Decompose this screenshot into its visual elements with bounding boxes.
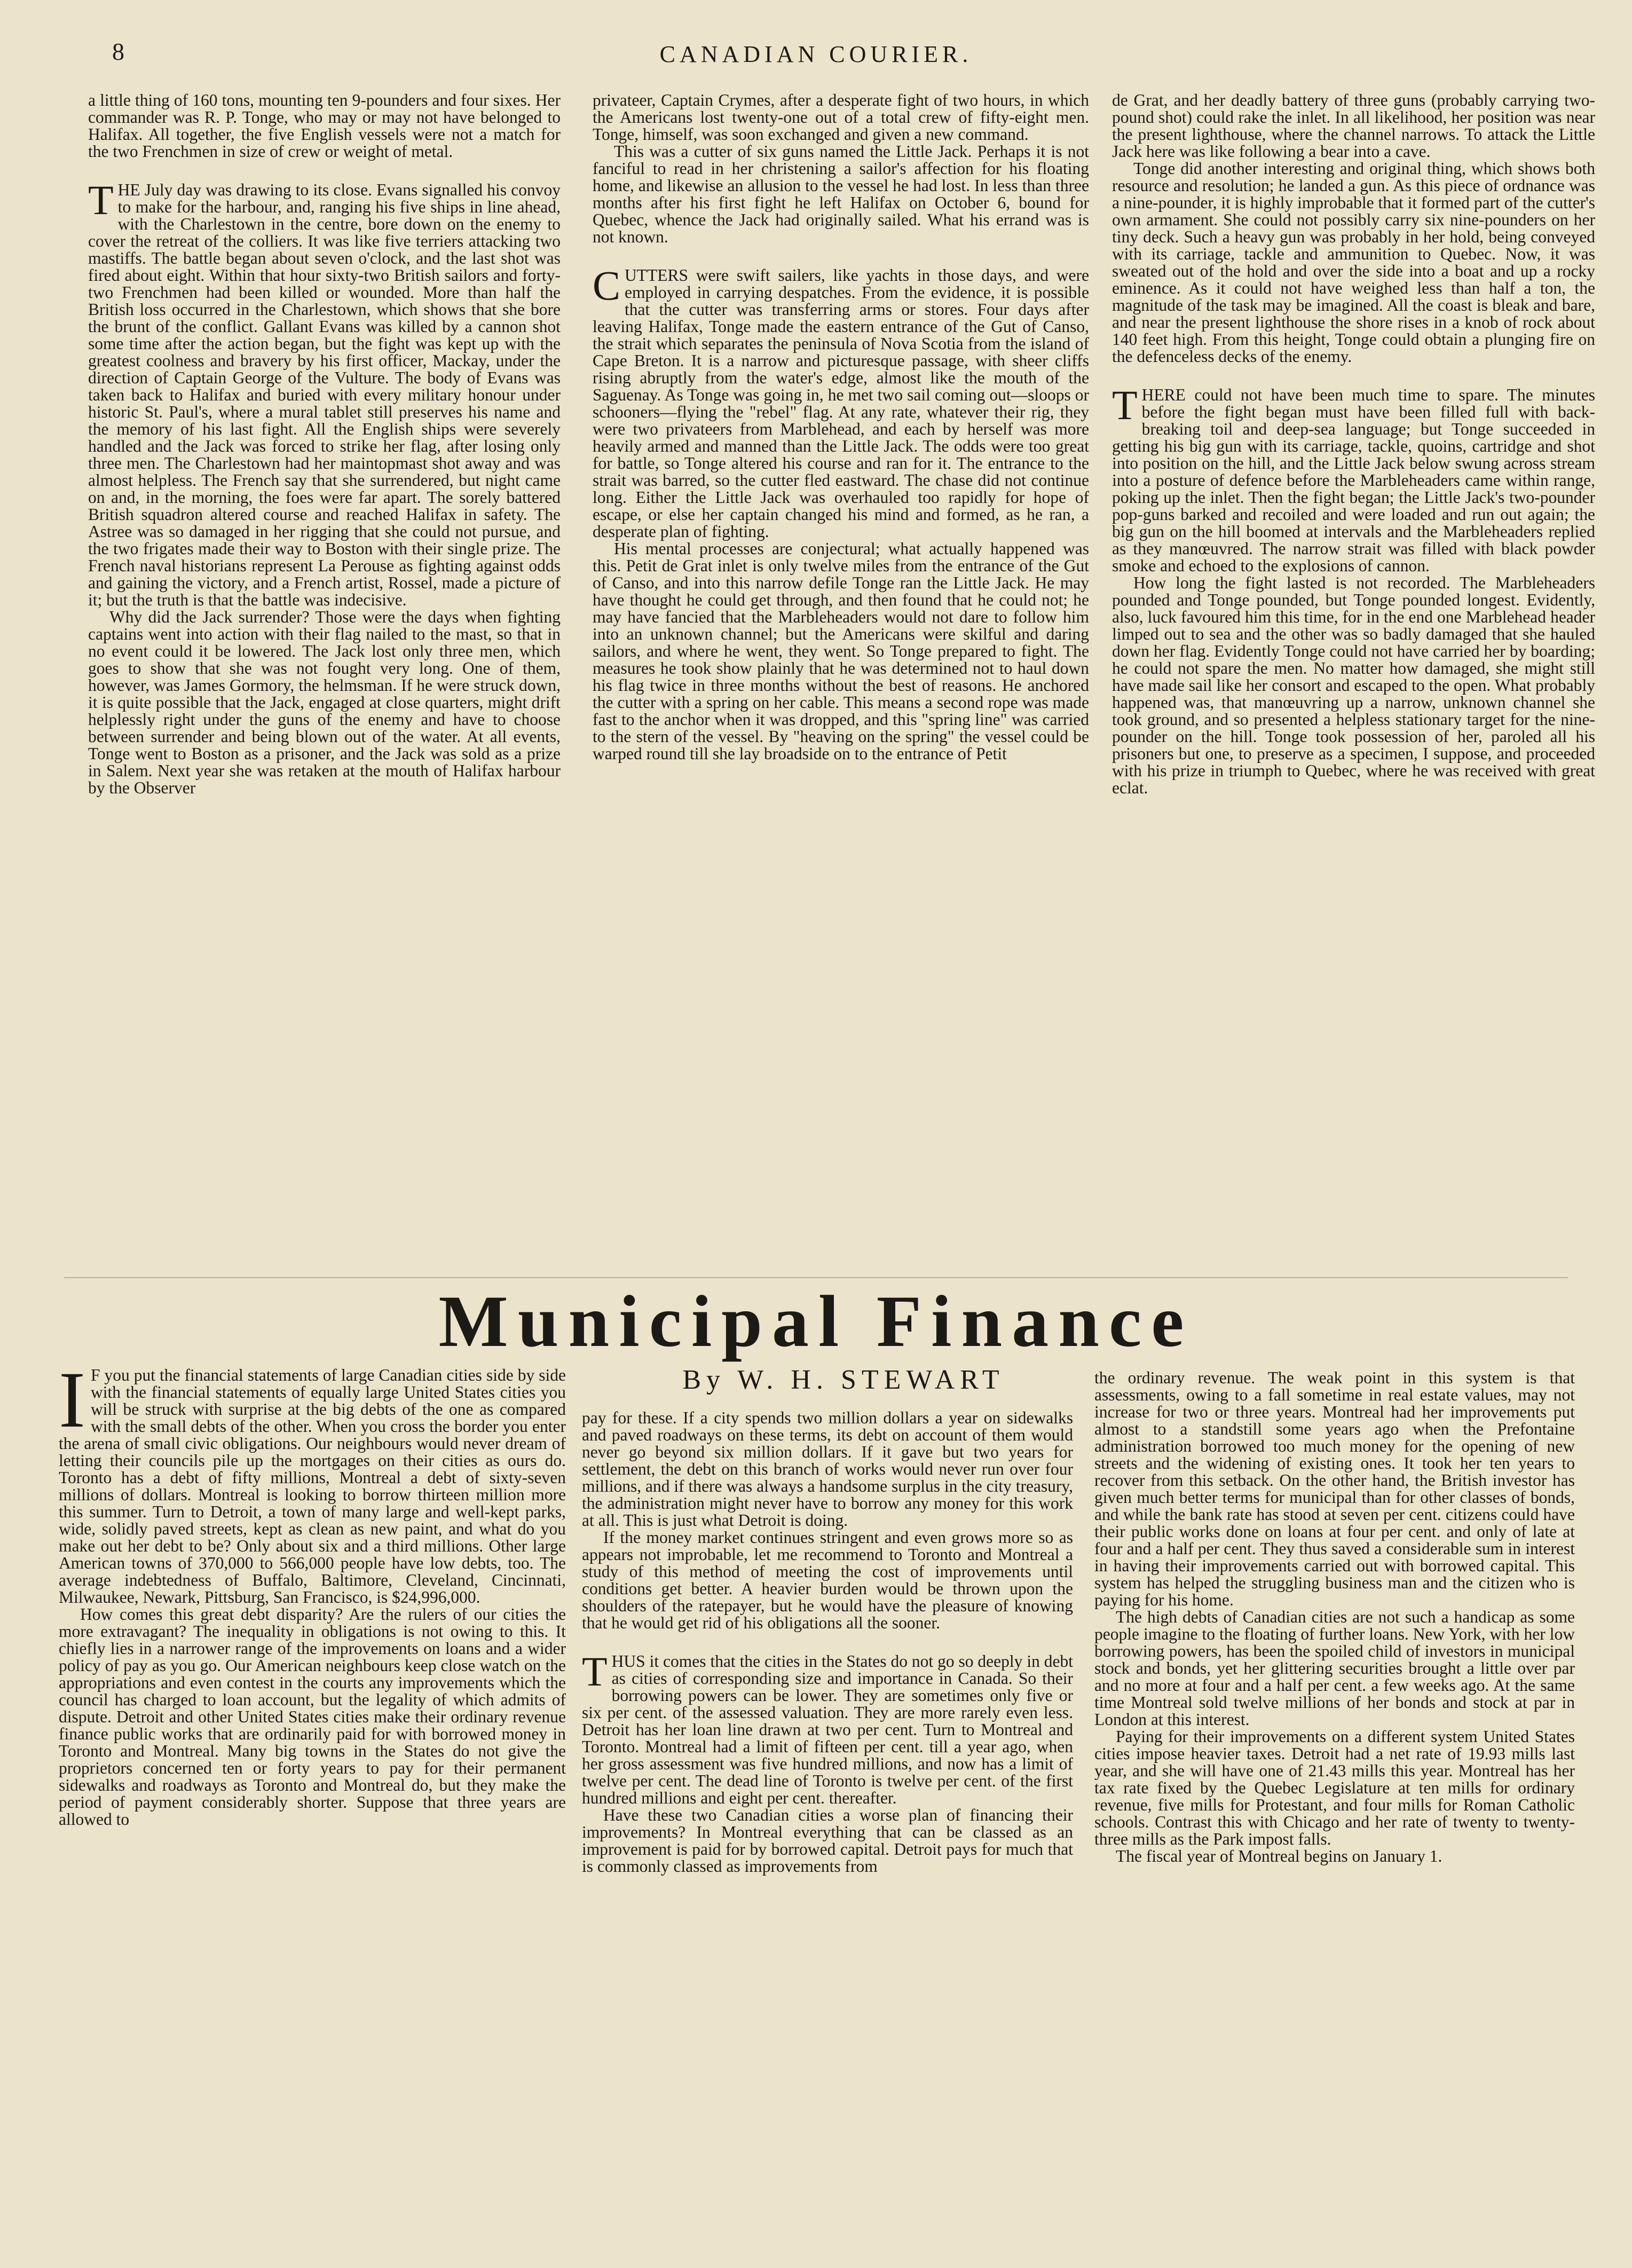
paragraph — [88, 177, 561, 609]
article-title: Municipal Finance — [438, 1280, 1194, 1362]
byline: By W. H. STEWART — [682, 1365, 1005, 1395]
paragraph: The high debts of Canadian cities are not such a handicap as some people imagine to the floating of further loans. New York, with her low borrowing powers, has been the spoiled child of investors in municipal stock and bonds, yet her glittering securities brought a little over par and no more at four and a half per cent. a few weeks ago. At the same time Montreal sold twelve millions of her bonds and stock at par in London at this interest. — [1094, 1608, 1575, 1729]
paragraph-text: HUS it comes that the cities in the States do not go so deeply in debt as cities of corresponding size and importance in Canada. So their borrowing powers can be lower. They are sometimes only five or six per cent. of the assessed valuation. They are more rarely even less. Detroit has her loan line drawn at two per cent. Turn to Montreal and Toronto. Montreal had a limit of fifteen per cent. till a year ago, when her gross assessment was five hundred millions, and now has a limit of twelve per cent. The dead line of Toronto is twelve per cent. of the first hundred millions and eight per cent. thereafter. — [582, 1652, 1073, 1807]
paragraph: a little thing of 160 tons, mounting ten 9-pounders and four sixes. Her commander was R. P. Tonge, who may or may not have belonged to Halifax. All together, the five English vessels were not a match for the two Frenchmen in size of crew or weight of metal. — [88, 92, 561, 161]
paragraph: His mental processes are conjectural; what actually happened was this. Petit de Grat inlet is only twelve miles from the entrance of the Gut of Canso, and into this narrow defile Tonge ran the Little Jack. He may have thought he could get through, and then found that he could not; he may have fancied that the Marbleheaders would not dare to follow him into an unknown channel; but the Americans were skilful and daring sailors, and where he went, they went. So Tonge prepared to fight. The measures he took show plainly that he was determined not to haul down his flag twice in three months without the best of reasons. He anchored the cutter with a spring on her cable. This means a second rope was made fast to the anchor when it was dropped, and this "spring line" was carried to the stern of the vessel. By "heaving on the spring" the vessel could be warped round till she lay broadside on to the entrance of Petit — [593, 539, 1089, 763]
top-column-1 — [88, 92, 561, 1256]
paragraph: de Grat, and her deadly battery of three guns (probably carrying two-pound shot) could rake the inlet. In all likelihood, her position was near the present lighthouse, where the channel narrows. To attack the Little Jack here was like following a bear into a cave. — [1112, 92, 1595, 161]
paragraph — [59, 1367, 566, 1606]
drop-cap: T — [88, 177, 114, 223]
paragraph: If the money market continues stringent and even grows more so as appears not improbable, let me recommend to Toronto and Montreal a study of this method of meeting the cost of improvements until conditions get better. A heavier burden would be thrown upon the shoulders of the ratepayer, but he would have the pleasure of knowing that he would get rid of his obligations all the sooner. — [582, 1528, 1073, 1632]
drop-cap: T — [1112, 382, 1138, 428]
journal-title: CANADIAN COURIER. — [659, 41, 973, 67]
article-column-1 — [59, 1367, 566, 2232]
paragraph: The fiscal year of Montreal begins on January 1. — [1116, 1847, 1442, 1865]
top-column-2 — [593, 92, 1089, 1256]
drop-cap: I — [59, 1367, 85, 1444]
paragraph: Why did the Jack surrender? Those were the days when fighting captains went into action with their flag nailed to the mast, so that in no event could it be lowered. The Jack lost only three men, which goes to show that she was not fought very long. One of them, however, was James Gormory, the helmsman. If he were struck down, it is quite possible that the Jack, engaged at close quarters, might drift helplessly right under the guns of the enemy and have to choose between surrender and being blown out of the water. At all events, Tonge went to Boston as a prisoner, and the Jack was sold as a prize in Salem. Next year she was retaken at the mouth of Halifax harbour by the Observer — [88, 608, 561, 797]
paragraph: pay for these. If a city spends two million dollars a year on sidewalks and paved roadways on these terms, its debt on account of them would never go beyond six million dollars. If it gave but two years for settlement, the debt on this branch of works would never run over four millions, and if there was always a handsome surplus in the city treasury, the administration might never have to borrow any money for this work at all. This is just what Detroit is doing. — [582, 1409, 1073, 1530]
paragraph — [593, 262, 1089, 541]
paragraph-text: UTTERS were swift sailers, like yachts in those days, and were employed in carrying despatches. From the evidence, it is possible that the cutter was transferring arms or stores. Four days after leaving Halifax, Tonge made the eastern entrance of the Gut of Canso, the strait which separates the peninsula of Nova Scotia from the island of Cape Breton. It is a narrow and picturesque passage, with sheer cliffs rising abruptly from the water's edge, almost like the mouth of the Saguenay. As Tonge was going in, he met two sail coming out—sloops or schooners—flying the "rebel" flag. At any rate, whatever their rig, they were two privateers from Marblehead, and each by herself was more heavily armed and manned than the Little Jack. The odds were too great for battle, so Tonge altered his course and ran for it. The entrance to the strait was barred, so the cutter fled eastward. The chase did not continue long. Either the Little Jack was overhauled too rapidly for hope of escape, or else her captain changed his mind and formed, as he ran, a desperate plan of fighting. — [593, 266, 1089, 541]
article-column-3 — [1094, 1369, 1575, 2232]
paragraph: Paying for their improvements on a different system United States cities impose heavier taxes. Detroit had a net rate of 19.93 mills last year, and she will have one of 21.43 mills this year. Montreal has her tax rate fixed by the Quebec Legislature at ten mills for ordinary revenue, five mills for Protestant, and four mills for Roman Catholic schools. Contrast this with Chicago and her rate of twenty to twenty-three mills as the Park impost falls. — [1094, 1727, 1575, 1848]
drop-cap: T — [582, 1648, 608, 1695]
paragraph: privateer, Captain Crymes, after a desperate fight of two hours, in which the Americans lost twenty-one out of a total crew of fifty-eight men. Tonge, himself, was soon exchanged and given a new command. — [593, 92, 1089, 144]
paragraph — [582, 1648, 1073, 1807]
paragraph — [1112, 382, 1595, 575]
page-number: 8 — [112, 38, 124, 65]
paragraph-text: F you put the financial statements of large Canadian cities side by side with the financial statements of equally large United States cities you will be struck with surprise at the big debts of the one as compared with the small debts of the other. When you cross the border you enter the arena of small civic obligations. Our neighbours would never dream of letting their councils pile up the mortgages on their cities as ours do. Toronto has a debt of fifty millions, Montreal a debt of sixty-seven millions of dollars. Montreal is looking to borrow thirteen million more this summer. Turn to Detroit, a town of many large and well-kept parks, wide, solidly paved streets, kept as clean as new paint, and what do you make out her debt to be? Only about six and a third millions. Other large American towns of 370,000 to 566,000 people have low debts, too. The average indebtedness of Buffalo, Baltimore, Cleveland, Cincinnati, Milwaukee, Newark, Pittsburg, San Francisco, is $24,996,000. — [59, 1367, 566, 1606]
paragraph: This was a cutter of six guns named the Little Jack. Perhaps it is not fanciful to read in her christening a sailor's affection for his floating home, and likewise an allusion to the vessel he had lost. In less than three months after his first fight he left Halifax on October 6, bound for Quebec, whence the Jack had originally sailed. What his errand was is not known. — [593, 142, 1089, 246]
section-divider — [64, 1277, 1568, 1278]
paragraph: Have these two Canadian cities a worse plan of financing their improvements? In Montreal everything that can be classed as an improvement is paid for by borrowed capital. Detroit pays for much that is commonly classed as improvements from — [582, 1806, 1073, 1876]
paragraph: the ordinary revenue. The weak point in this system is that assessments, owing to a fall sometime in real estate values, may not increase for two or three years. Montreal had her improvements put almost to a standstill some years ago when the Prefontaine administration borrowed too much money for the opening of new streets and the widening of existing ones. It took her ten years to recover from this setback. On the other hand, the British investor has given much better terms for municipal than for other classes of bonds, and while the bank rate has stood at seven per cent. citizens could have their public works done on loans at four per cent. and only of late at four and a half per cent. They thus saved a considerable sum in interest in having their improvements carried out with borrowed capital. This system has helped the struggling business man and the citizen who is paying for his home. — [1094, 1369, 1575, 1609]
paragraph: Tonge did another interesting and original thing, which shows both resource and resolution; he landed a gun. As this piece of ordnance was a nine-pounder, it is highly improbable that it formed part of the cutter's own armament. She could not possibly carry six nine-pounders on her tiny deck. Such a heavy gun was probably in her hold, being conveyed with its carriage, tackle and ammunition to Quebec. Now, it was sweated out of the hold and over the side into a boat and up a rocky eminence. As it could not have weighed less than half a ton, the magnitude of the task may be imagined. All the coast is bleak and bare, and near the present lighthouse the shore rises in a knob of rock about 140 feet high. From this height, Tonge could obtain a plunging fire on the defenceless decks of the enemy. — [1112, 159, 1595, 366]
drop-cap: C — [593, 262, 621, 309]
article-column-2 — [582, 1409, 1073, 2232]
running-head — [80, 37, 1552, 69]
paragraph: How long the fight lasted is not recorded. The Marbleheaders pounded and Tonge pounded, but Tonge pounded longest. Evidently, also, luck favoured him this time, for in the end one Marblehead header limped out to sea and the other was so badly damaged that she hauled down her flag. Evidently Tonge could not have carried her by boarding; he could not spare the men. No matter how damaged, she might still have made sail like her consort and escaped to the open. What probably happened was, that manœuvring up a narrow, unknown channel she took ground, and so presented a helpless stationary target for the nine-pounder on the hill. Tonge took possession of her, paroled all his prisoners but one, to preserve as a specimen, I suppose, and proceeded with his prize in triumph to Quebec, where he was received with great eclat. — [1112, 573, 1595, 797]
top-column-3 — [1112, 92, 1595, 1256]
paragraph-text: HERE could not have been much time to spare. The minutes before the fight began must have been filled full with back-breaking toil and deep-sea language; but Tonge succeeded in getting his big gun with its carriage, tackle, quoins, cartridge and shot into position on the hill, and the Little Jack below swung across stream into a posture of defence before the Marbleheaders came within range, poking up the inlet. Then the fight began; the Little Jack's two-pounder pop-guns barked and recoiled and were loaded and run out again; the big gun on the hill boomed at intervals and the Marbleheaders replied as they manœuvred. The narrow strait was filled with black powder smoke and echoed to the explosions of cannon. — [1112, 385, 1595, 575]
paragraph-text: HE July day was drawing to its close. Evans signalled his convoy to make for the harbour, and, ranging his five ships in line ahead, with the Charlestown in the centre, bore down on the enemy to cover the retreat of the colliers. It was like five terriers attacking two mastiffs. The battle began about seven o'clock, and the last shot was fired about eight. Within that hour sixty-two British sailors and forty-two Frenchmen had been killed or wounded. More than half the British loss occurred in the Charlestown, which shows that she bore the brunt of the conflict. Gallant Evans was killed by a cannon shot some time after the action began, but the fight was kept up with the greatest coolness and bravery by his first officer, Mackay, under the direction of Captain George of the Vulture. The body of Evans was taken back to Halifax and buried with every military honour under historic St. Paul's, where a mural tablet still preserves his name and the memory of his last fight. All the English ships were severely handled and the Jack was forced to strike her flag, after losing only three men. The Charlestown had her maintopmast shot away and was almost helpless. The French say that she surrendered, but night came on and, in the morning, the foes were far apart. The sorely battered British squadron altered course and reached Halifax in safety. The Astree was so damaged in her rigging that she could not pursue, and the two frigates made their way to Boston with their single prize. The French naval historians represent La Perouse as fighting against odds and gaining the victory, and a French artist, Rossel, made a picture of it; but the truth is that the battle was indecisive. — [88, 180, 561, 609]
paragraph: How comes this great debt disparity? Are the rulers of our cities the more extravagant? The inequality in obligations is not owing to this. It chiefly lies in a narrower range of the improvements on loans and a wider policy of pay as you go. Our American neighbours keep close watch on the appropriations and even contest in the courts any improvements which the council has charged to loan account, but the legality of which admits of dispute. Detroit and other United States cities make their ordinary revenue finance public works that are ordinarily paid for with borrowed money in Toronto and Montreal. Many big towns in the States do not give the proprietors concerned ten or forty years to pay for their permanent sidewalks and roadways as Toronto and Montreal do, but they make the period of payment considerably shorter. Suppose that three years are allowed to — [59, 1605, 566, 1829]
